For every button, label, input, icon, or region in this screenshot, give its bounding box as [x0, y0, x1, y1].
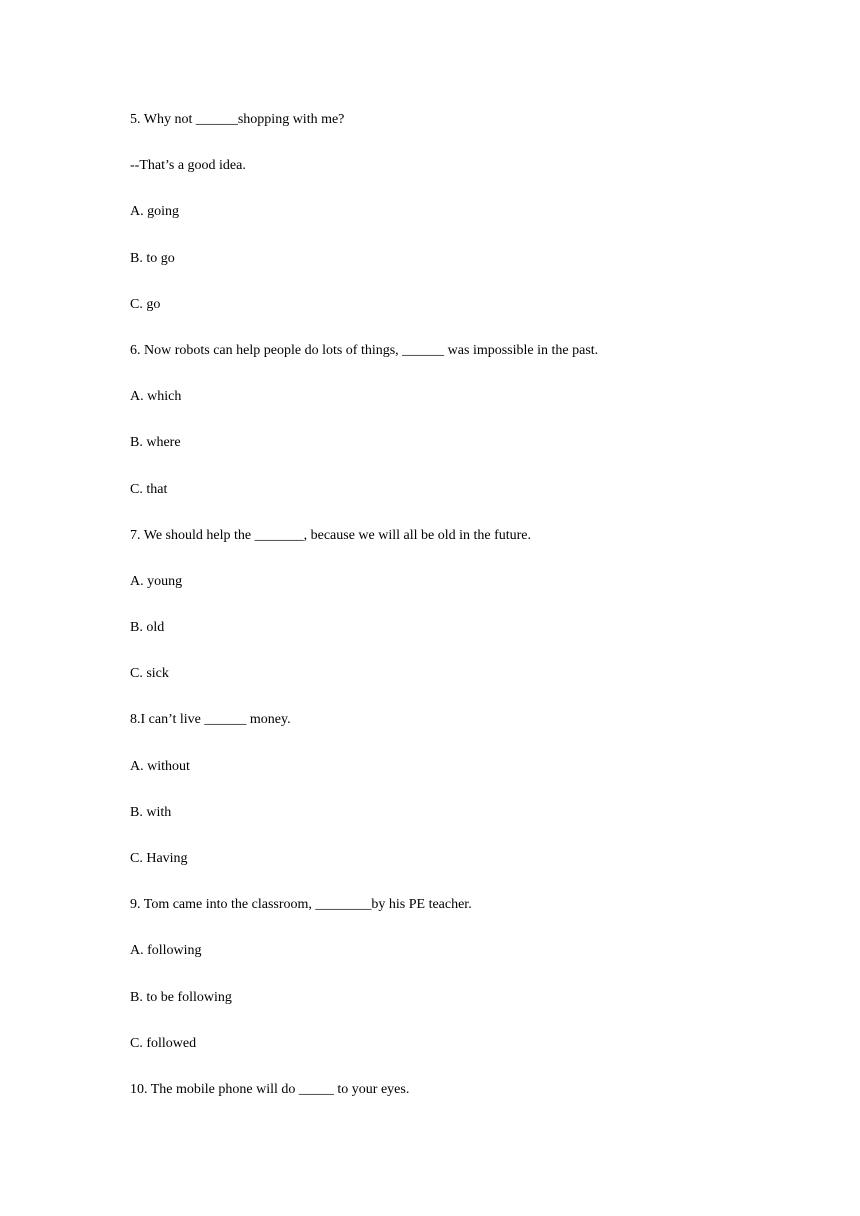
- question-6-option-c: C. that: [130, 481, 168, 497]
- question-6-option-b: B. where: [130, 435, 181, 451]
- question-10-stem: 10. The mobile phone will do _____ to your eyes.: [130, 1081, 410, 1097]
- question-5-option-b: B. to go: [130, 250, 175, 266]
- question-9-option-a: A. following: [130, 943, 202, 959]
- question-7-option-b: B. old: [130, 620, 165, 636]
- question-7-option-c: C. sick: [130, 666, 169, 682]
- question-9-option-c: C. followed: [130, 1035, 197, 1051]
- question-7-option-a: A. young: [130, 573, 183, 589]
- question-6-stem: 6. Now robots can help people do lots of things, ______ was impossible in the past.: [130, 342, 599, 358]
- question-5-option-a: A. going: [130, 204, 179, 220]
- question-5-stem: 5. Why not ______shopping with me?: [130, 112, 345, 127]
- question-6-option-a: A. which: [130, 389, 182, 405]
- question-list: [130, 109, 780, 1125]
- question-5-response: --That’s a good idea.: [130, 158, 246, 174]
- question-8-option-b: B. with: [130, 804, 172, 820]
- question-8-option-a: A. without: [130, 758, 190, 774]
- question-8-option-c: C. Having: [130, 851, 188, 866]
- question-5-option-c: C. go: [130, 296, 161, 312]
- question-7-stem: 7. We should help the _______, because we will all be old in the future.: [130, 527, 532, 543]
- question-8-stem: 8.I can’t live ______ money.: [130, 712, 291, 728]
- question-9-option-b: B. to be following: [130, 989, 232, 1005]
- question-9-stem: 9. Tom came into the classroom, ________by his PE teacher.: [130, 897, 472, 913]
